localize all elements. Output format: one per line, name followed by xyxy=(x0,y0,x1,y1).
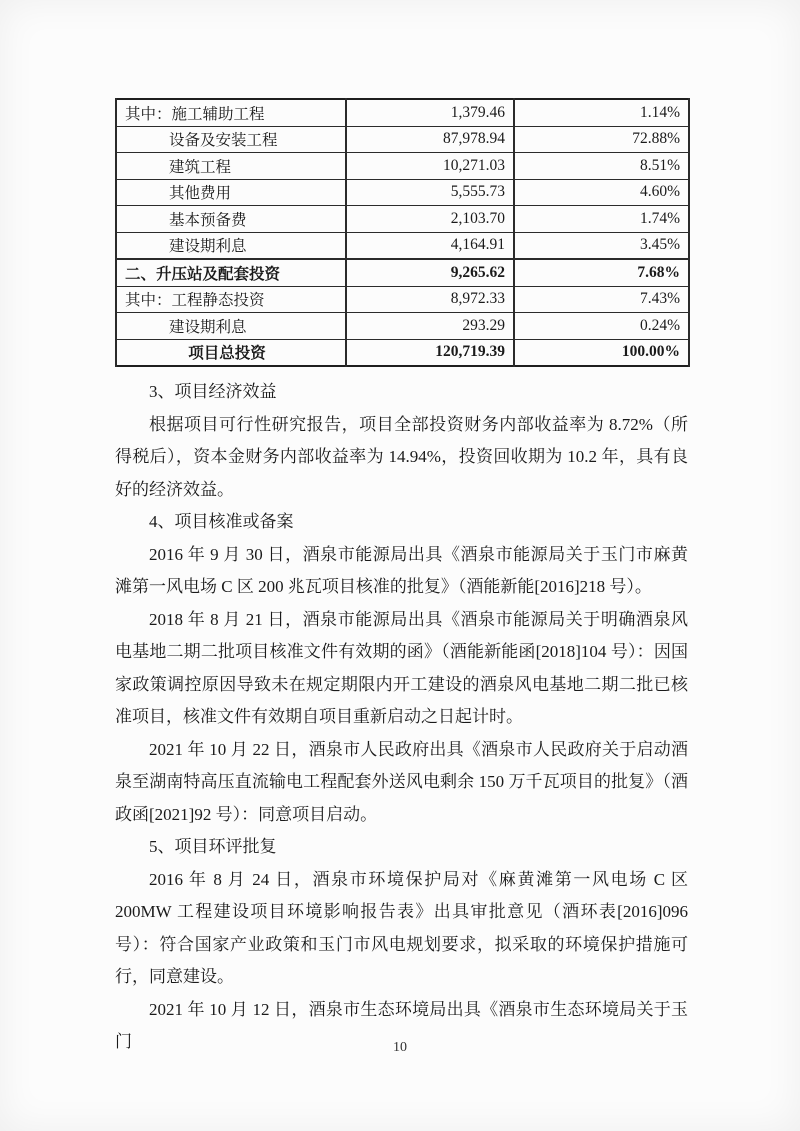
row-amount: 8,972.33 xyxy=(346,286,514,313)
row-amount: 2,103.70 xyxy=(346,206,514,233)
row-label: 项目总投资 xyxy=(116,339,346,366)
row-label: 建筑工程 xyxy=(116,153,346,180)
table-row xyxy=(116,206,689,233)
page-content xyxy=(115,98,688,1059)
table-row xyxy=(116,99,689,126)
paragraph: 2018 年 8 月 21 日，酒泉市能源局出具《酒泉市能源局关于明确酒泉风电基地二期二批项目核准文件有效期的函》（酒能新能函[2018]104 号）：因国家政策调控原因导致未在规定期限内开工建设的酒泉风电基地二期二批已核准项目，核准文件有效期自项目重新启动之日起计时。 xyxy=(115,609,688,726)
investment-breakdown-table xyxy=(115,98,690,367)
row-percent: 3.45% xyxy=(514,232,689,259)
row-label: 建设期利息 xyxy=(116,232,346,259)
row-amount: 9,265.62 xyxy=(346,259,514,286)
row-percent: 7.43% xyxy=(514,286,689,313)
section-heading: 3、项目经济效益 xyxy=(149,382,277,401)
row-amount: 5,555.73 xyxy=(346,179,514,206)
row-percent: 4.60% xyxy=(514,179,689,206)
paragraph: 根据项目可行性研究报告，项目全部投资财务内部收益率为 8.72%（所得税后），资本金财务内部收益率为 14.94%，投资回收期为 10.2 年，具有良好的经济效益。 xyxy=(115,414,688,499)
row-percent: 1.74% xyxy=(514,206,689,233)
table-row-grand-total xyxy=(116,339,689,366)
paragraph: 2021 年 10 月 22 日，酒泉市人民政府出具《酒泉市人民政府关于启动酒泉至湖南特高压直流输电工程配套外送风电剩余 150 万千瓦项目的批复》（酒政函[2021]92 号）：同意项目启动。 xyxy=(115,739,688,824)
row-label: 其中：工程静态投资 xyxy=(116,286,346,313)
section-heading: 4、项目核准或备案 xyxy=(149,512,294,531)
table-row xyxy=(116,153,689,180)
row-percent: 100.00% xyxy=(514,339,689,366)
row-amount: 87,978.94 xyxy=(346,126,514,153)
row-amount: 1,379.46 xyxy=(346,99,514,126)
body-text xyxy=(115,376,688,1059)
row-amount: 4,164.91 xyxy=(346,232,514,259)
row-amount: 10,271.03 xyxy=(346,153,514,180)
row-amount: 293.29 xyxy=(346,313,514,340)
row-label: 其中：施工辅助工程 xyxy=(116,99,346,126)
table-row xyxy=(116,126,689,153)
row-percent: 72.88% xyxy=(514,126,689,153)
row-percent: 7.68% xyxy=(514,259,689,286)
row-label: 二、升压站及配套投资 xyxy=(116,259,346,286)
page-number: 10 xyxy=(393,1040,407,1055)
row-percent: 0.24% xyxy=(514,313,689,340)
table-row xyxy=(116,179,689,206)
row-label: 其他费用 xyxy=(116,179,346,206)
section-heading: 5、项目环评批复 xyxy=(149,837,277,856)
table-row xyxy=(116,286,689,313)
paragraph: 2016 年 9 月 30 日，酒泉市能源局出具《酒泉市能源局关于玉门市麻黄滩第一风电场 C 区 200 兆瓦项目核准的批复》（酒能新能[2016]218 号）。 xyxy=(115,544,688,596)
table-row xyxy=(116,232,689,259)
paragraph: 2021 年 10 月 12 日，酒泉市生态环境局出具《酒泉市生态环境局关于玉门 xyxy=(115,999,688,1051)
row-label: 基本预备费 xyxy=(116,206,346,233)
table-row xyxy=(116,313,689,340)
row-percent: 8.51% xyxy=(514,153,689,180)
row-percent: 1.14% xyxy=(514,99,689,126)
row-label: 设备及安装工程 xyxy=(116,126,346,153)
table-row-section-total xyxy=(116,259,689,286)
row-amount: 120,719.39 xyxy=(346,339,514,366)
row-label: 建设期利息 xyxy=(116,313,346,340)
paragraph: 2016 年 8 月 24 日，酒泉市环境保护局对《麻黄滩第一风电场 C 区 200MW 工程建设项目环境影响报告表》出具审批意见（酒环表[2016]096 号）：符合国家产业政策和玉门市风电规划要求，拟采取的环境保护措施可行，同意建设。 xyxy=(115,869,688,986)
